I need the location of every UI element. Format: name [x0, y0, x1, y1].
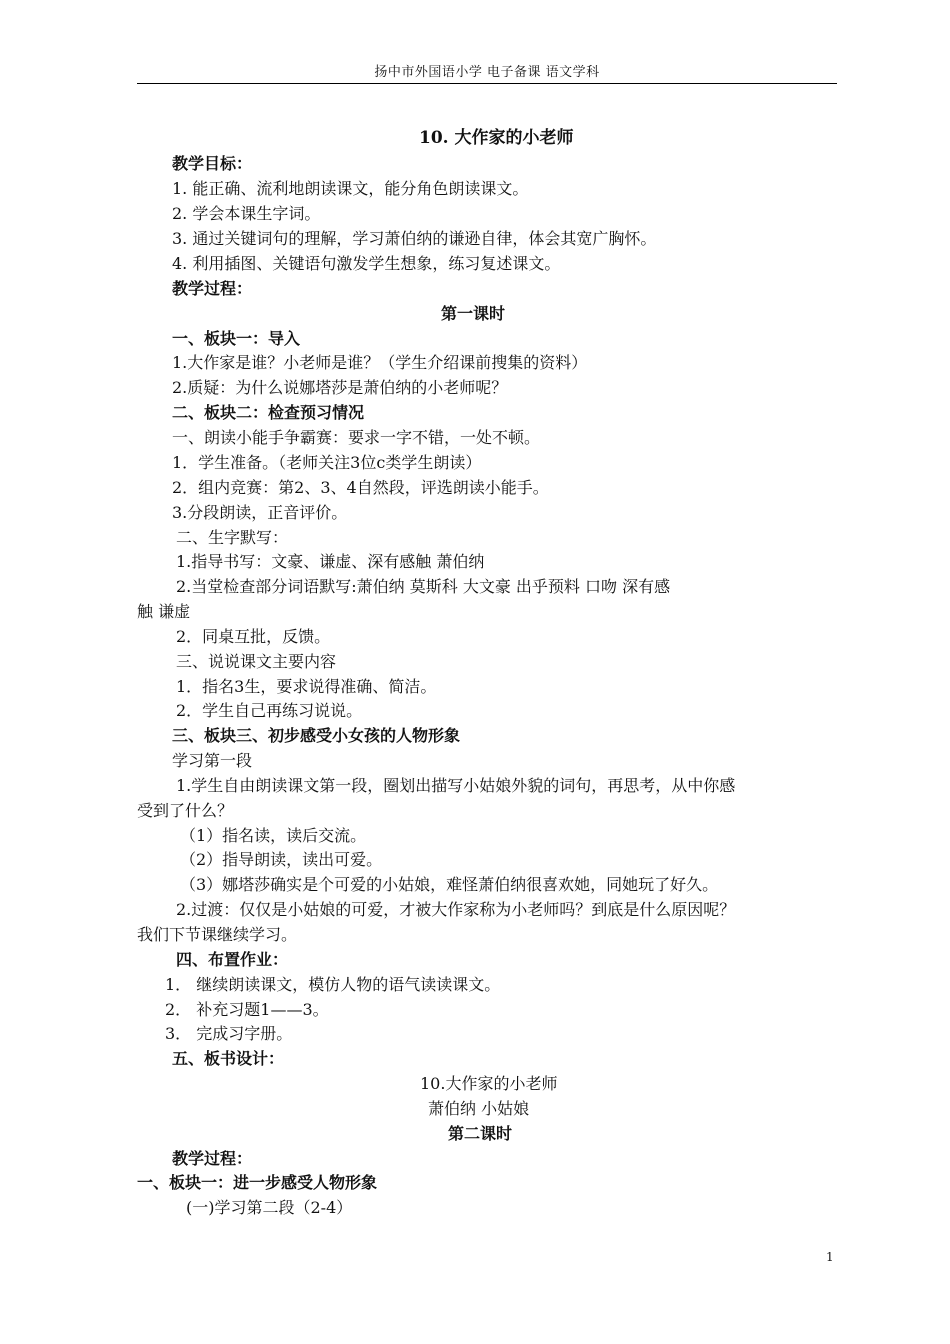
lesson2-sub-heading: (一)学习第二段（2-4） — [186, 1198, 353, 1217]
block3-line: 2.过渡：仅仅是小姑娘的可爱，才被大作家称为小老师吗？到底是什么原因呢？ — [176, 900, 736, 919]
block2-line: 2．同桌互批，反馈。 — [176, 627, 331, 646]
block2-line: 触 谦虚 — [137, 602, 191, 621]
objective-item: 1. 能正确、流利地朗读课文，能分角色朗读课文。 — [172, 179, 529, 198]
board-names: 萧伯纳 小姑娘 — [428, 1099, 530, 1118]
block2-line: 1.指导书写：文豪、谦虚、深有感触 萧伯纳 — [176, 552, 485, 571]
block3-line: 受到了什么？ — [137, 801, 234, 820]
objective-item: 2. 学会本课生字词。 — [172, 204, 321, 223]
block3-line: （3）娜塔莎确实是个可爱的小姑娘，难怪萧伯纳很喜欢她，同她玩了好久。 — [180, 875, 719, 894]
homework-item: 3． 完成习字册。 — [165, 1024, 293, 1043]
objectives-heading: 教学目标： — [172, 154, 253, 173]
block2-line: 1．学生准备。（老师关注3位c类学生朗读） — [172, 453, 482, 472]
block3-line: （1）指名读，读后交流。 — [180, 826, 367, 845]
block2-line: 1．指名3生，要求说得准确、简洁。 — [176, 677, 437, 696]
block2-line: 一、朗读小能手争霸赛：要求一字不错，一处不顿。 — [172, 428, 541, 447]
block3-line: 学习第一段 — [172, 751, 253, 770]
block2-line: 2．组内竞赛：第2、3、4自然段，评选朗读小能手。 — [172, 478, 549, 497]
lesson2-process-heading: 教学过程： — [172, 1149, 253, 1168]
lesson1-heading: 第一课时 — [441, 304, 506, 323]
homework-item: 1． 继续朗读课文，模仿人物的语气读读课文。 — [165, 975, 501, 994]
block2-line: 三、说说课文主要内容 — [176, 652, 337, 671]
block2-line: 2.当堂检查部分词语默写:萧伯纳 莫斯科 大文豪 出乎预料 口吻 深有感 — [176, 577, 671, 596]
header-divider — [137, 83, 837, 84]
block4-heading: 四、布置作业： — [176, 950, 289, 969]
page-number: 1 — [826, 1250, 834, 1264]
block3-line: （2）指导朗读，读出可爱。 — [180, 850, 383, 869]
block1-item: 1.大作家是谁？小老师是谁？（学生介绍课前搜集的资料） — [172, 353, 588, 372]
lesson2-heading: 第二课时 — [448, 1124, 513, 1143]
lesson-title: 10. 大作家的小老师 — [419, 128, 574, 148]
process-heading: 教学过程： — [172, 279, 253, 298]
objective-item: 4. 利用插图、关键语句激发学生想象，练习复述课文。 — [172, 254, 561, 273]
block1-item: 2.质疑：为什么说娜塔莎是萧伯纳的小老师呢？ — [172, 378, 508, 397]
block5-heading: 五、板书设计： — [172, 1049, 285, 1068]
block1-heading: 一、板块一：导入 — [172, 329, 301, 348]
block3-line: 我们下节课继续学习。 — [137, 925, 298, 944]
lesson2-block1-heading: 一、板块一：进一步感受人物形象 — [137, 1173, 378, 1192]
block2-heading: 二、板块二：检查预习情况 — [172, 403, 365, 422]
homework-item: 2． 补充习题1——3。 — [165, 1000, 329, 1019]
block2-line: 3.分段朗读，正音评价。 — [172, 503, 348, 522]
block2-line: 二、生字默写： — [176, 528, 289, 547]
document-header: 扬中市外国语小学 电子备课 语文学科 — [374, 65, 600, 80]
block3-line: 1.学生自由朗读课文第一段，圈划出描写小姑娘外貌的词句，再思考，从中你感 — [176, 776, 736, 795]
block3-heading: 三、板块三、初步感受小女孩的人物形象 — [172, 726, 461, 745]
block2-line: 2．学生自己再练习说说。 — [176, 701, 363, 720]
objective-item: 3. 通过关键词句的理解，学习萧伯纳的谦逊自律，体会其宽广胸怀。 — [172, 229, 657, 248]
board-title: 10.大作家的小老师 — [420, 1074, 558, 1093]
